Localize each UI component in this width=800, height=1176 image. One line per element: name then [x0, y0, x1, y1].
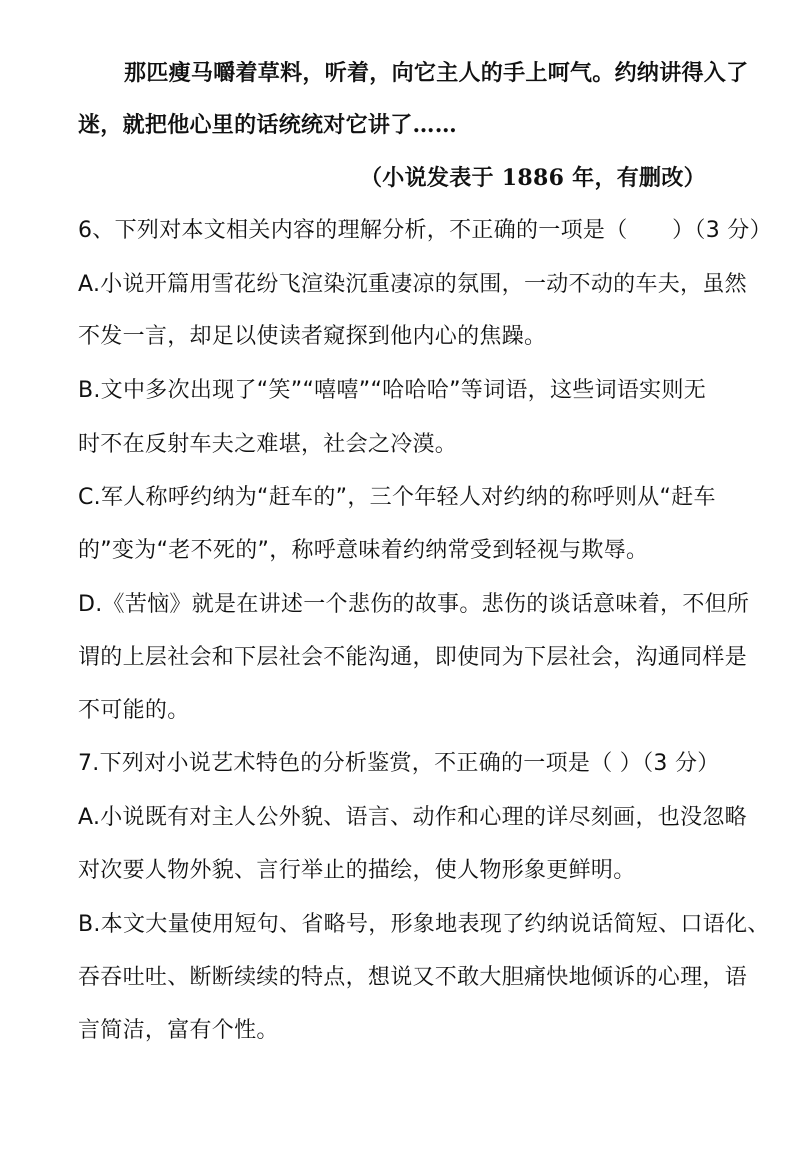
question-7-option-a-line-2: 对次要人物外貌、言行举止的描绘，使人物形象更鲜明。	[78, 858, 636, 883]
question-7-option-b-line-2: 吞吞吐吐、断断续续的特点，想说又不敢大胆痛快地倾诉的心理，语	[78, 965, 748, 990]
question-7-stem: 7.下列对小说艺术特色的分析鉴赏，不正确的一项是（ ）（3 分）	[78, 751, 720, 776]
question-6-stem: 6、下列对本文相关内容的理解分析，不正确的一项是（ ）（3 分）	[78, 218, 772, 243]
question-6-option-c-line-1: C.军人称呼约纳为“赶车的”，三个年轻人对约纳的称呼则从“赶车	[78, 485, 716, 510]
question-6-option-b-line-2: 时不在反射车夫之难堪，社会之冷漠。	[78, 432, 458, 457]
question-6-option-a-line-2: 不发一言，却足以使读者窥探到他内心的焦躁。	[78, 324, 547, 349]
question-6-option-d-line-2: 谓的上层社会和下层社会不能沟通，即使同为下层社会，沟通同样是	[78, 645, 748, 670]
passage-line-1: 那匹瘦马嚼着草料，听着，向它主人的手上呵气。约纳讲得入了	[124, 60, 749, 86]
question-7-option-b-line-3: 言简洁，富有个性。	[78, 1018, 279, 1043]
question-6-option-b-line-1: B.文中多次出现了“笑”“嘻嘻”“哈哈哈”等词语，这些词语实则无	[78, 378, 707, 403]
question-6-option-c-line-2: 的”变为“老不死的”，称呼意味着约纳常受到轻视与欺辱。	[78, 538, 649, 563]
question-6-option-d-line-1: D.《苦恼》就是在讲述一个悲伤的故事。悲伤的谈话意味着，不但所	[78, 592, 750, 617]
question-7-option-b-line-1: B.本文大量使用短句、省略号，形象地表现了约纳说话简短、口语化、	[78, 912, 770, 937]
source-note: （小说发表于 1886 年，有删改）	[360, 165, 706, 191]
question-6-option-a-line-1: A.小说开篇用雪花纷飞渲染沉重凄凉的氛围，一动不动的车夫，虽然	[78, 272, 747, 297]
question-6-option-d-line-3: 不可能的。	[78, 698, 190, 723]
passage-line-2: 迷，就把他心里的话统统对它讲了……	[78, 112, 458, 138]
question-7-option-a-line-1: A.小说既有对主人公外貌、语言、动作和心理的详尽刻画，也没忽略	[78, 805, 747, 830]
